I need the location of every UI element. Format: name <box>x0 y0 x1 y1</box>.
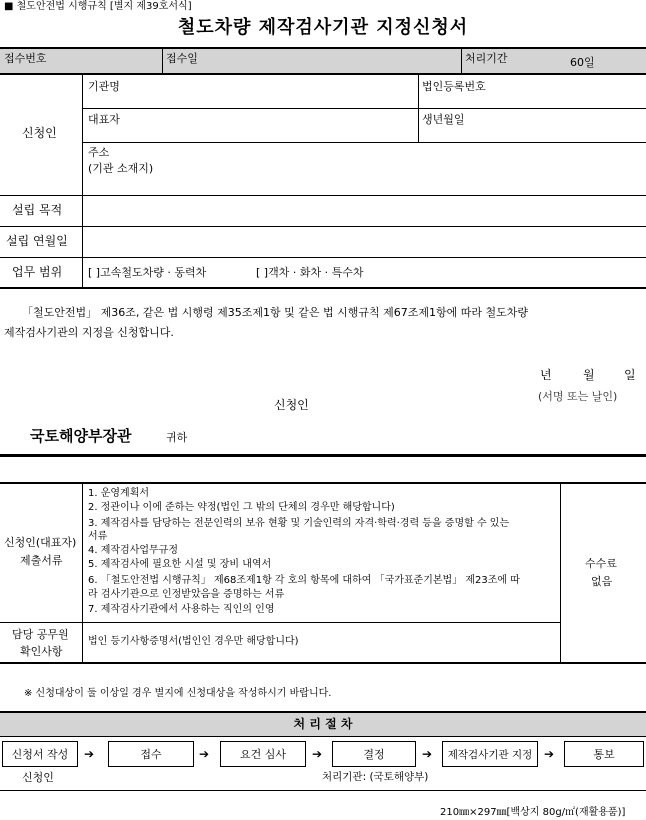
step-designation: 제작검사기관 지정 <box>442 741 538 767</box>
page-title: 철도차량 제작검사기관 지정신청서 <box>177 17 469 38</box>
arrow-icon: ➔ <box>84 747 95 761</box>
documents-label-2: 제출서류 <box>20 554 63 567</box>
note: ※ 신청대상이 둘 이상일 경우 별지에 신청대상을 작성하시기 바랍니다. <box>24 688 332 699</box>
arrow-icon: ➔ <box>422 747 433 761</box>
scope-label: 업무 범위 <box>12 265 63 279</box>
step-notification: 통보 <box>564 741 644 767</box>
step-decision: 결정 <box>332 741 416 767</box>
documents-label-1: 신청인(대표자) <box>4 536 77 549</box>
established-date-label: 설립 연월일 <box>6 234 68 248</box>
scope-option-highspeed[interactable]: [ ]고속철도차량 · 동력차 <box>88 266 207 279</box>
scope-option-freight[interactable]: [ ]객차 · 화차 · 특수차 <box>256 266 364 279</box>
purpose-label: 설립 목적 <box>12 203 63 217</box>
step-application: 신청서 작성 <box>2 741 78 767</box>
processing-period-value: 60일 <box>570 56 595 69</box>
document-item: 2. 정관이나 이에 준하는 약정(법인 그 밖의 단체의 경우만 해당합니다) <box>88 502 395 513</box>
statement-line-1: 「철도안전법」 제36조, 같은 법 시행령 제35조제1항 및 같은 법 시행규칙 제67조제1항에 따라 철도차량 <box>22 306 528 319</box>
step-review: 요건 심사 <box>220 741 306 767</box>
paper-spec: 210㎜×297㎜[백상지 80g/㎡(재활용품)] <box>440 807 626 818</box>
corp-reg-number-label: 법인등록번호 <box>422 80 486 93</box>
document-item: 6. 「철도안전법 시행규칙」 제68조제1항 각 호의 항목에 대하여 「국가표준기본법」 제23조에 따 <box>88 575 520 586</box>
signer-label: 신청인 <box>274 398 309 412</box>
document-item: 서류 <box>88 531 108 542</box>
statement-line-2: 제작검사기관의 지정을 신청합니다. <box>4 326 174 339</box>
receipt-number-label: 접수번호 <box>4 52 47 65</box>
fee-label: 수수료 <box>585 557 617 570</box>
document-item: 4. 제작검사업무규정 <box>88 545 178 556</box>
org-name-label: 기관명 <box>88 80 120 93</box>
official-check-label-1: 담당 공무원 <box>12 628 69 641</box>
arrow-icon: ➔ <box>199 747 210 761</box>
document-item: 7. 제작검사기관에서 사용하는 직인의 인영 <box>88 604 275 615</box>
processing-period-label: 처리기간 <box>465 52 508 65</box>
procedure-title: 처 리 절 차 <box>293 717 353 731</box>
signature-hint: (서명 또는 날인) <box>538 390 618 403</box>
date-day: 일 <box>624 368 636 382</box>
address-sub-label: (기관 소재지) <box>88 162 154 175</box>
address-label: 주소 <box>88 146 110 159</box>
birth-date-label: 생년월일 <box>422 113 465 126</box>
addressee-suffix: 귀하 <box>166 431 188 444</box>
document-item: 5. 제작검사에 필요한 시설 및 장비 내역서 <box>88 559 272 570</box>
applicant-section-label: 신청인 <box>22 126 57 140</box>
arrow-icon: ➔ <box>544 747 555 761</box>
date-month: 월 <box>583 368 595 382</box>
document-item: 3. 제작검사를 담당하는 전문인력의 보유 현황 및 기술인력의 자격·학력·경력 등을 증명할 수 있는 <box>88 518 510 529</box>
receipt-date-label: 접수일 <box>166 52 198 65</box>
document-list <box>88 488 558 620</box>
actor-applicant: 신청인 <box>22 771 54 784</box>
fee-value: 없음 <box>591 575 613 588</box>
document-item: 1. 운영계획서 <box>88 488 150 499</box>
official-check-content: 법인 등기사항증명서(법인인 경우만 해당합니다) <box>88 636 299 647</box>
representative-label: 대표자 <box>88 113 120 126</box>
step-receipt: 접수 <box>108 741 194 767</box>
addressee: 국토해양부장관 <box>30 427 132 445</box>
actor-agency: 처리기관: (국토해양부) <box>322 771 429 783</box>
receipt-row <box>0 47 646 73</box>
document-item: 라 검사기관으로 인정받았음을 증명하는 서류 <box>88 589 285 600</box>
form-id: ■ 철도안전법 시행규칙 [별지 제39호서식] <box>4 1 192 12</box>
date-year: 년 <box>540 368 552 382</box>
official-check-label-2: 확인사항 <box>20 645 63 658</box>
arrow-icon: ➔ <box>312 747 323 761</box>
